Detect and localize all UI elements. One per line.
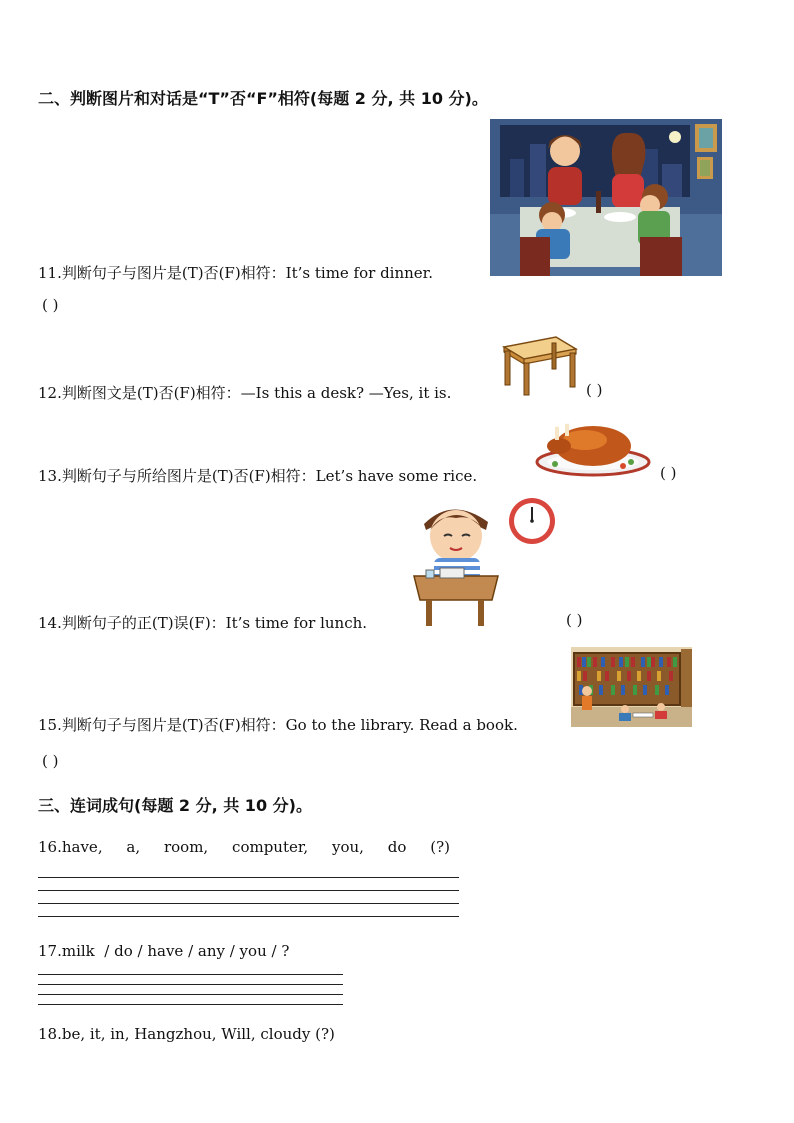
answer-line-16-4[interactable] [38, 916, 459, 917]
question-12-answer-blank[interactable]: ( ) [586, 381, 603, 399]
question-15-number: 15. [38, 716, 62, 734]
table-image [500, 333, 578, 397]
answer-line-17-3[interactable] [38, 994, 343, 995]
answer-line-17-4[interactable] [38, 1004, 343, 1005]
question-14 [38, 612, 367, 633]
answer-line-17-2[interactable] [38, 984, 343, 985]
question-17-number: 17. [38, 942, 62, 960]
answer-line-16-2[interactable] [38, 890, 459, 891]
section-2-title: 二、判断图片和对话是“T”否“F”相符(每题 2 分, 共 10 分)。 [38, 89, 488, 108]
question-12-text: 判断图文是(T)否(F)相符：—Is this a desk? —Yes, it is. [61, 384, 452, 402]
question-18-words: be, it, in, Hangzhou, Will, cloudy (?) [61, 1025, 335, 1043]
question-15 [38, 714, 518, 735]
question-11-answer-blank[interactable]: ( ) [42, 296, 59, 314]
question-16-words: have, a, room, computer, you, do (?) [61, 838, 450, 856]
question-18-number: 18. [38, 1025, 62, 1043]
question-17 [38, 942, 289, 960]
answer-line-16-3[interactable] [38, 903, 459, 904]
question-12 [38, 382, 451, 403]
roast-turkey-image [535, 416, 653, 480]
question-18 [38, 1025, 335, 1043]
question-12-number: 12. [38, 384, 62, 402]
section-3-title: 三、连词成句(每题 2 分, 共 10 分)。 [38, 796, 312, 815]
boy-eating-clock-image [412, 496, 560, 628]
answer-line-17-1[interactable] [38, 974, 343, 975]
question-13 [38, 465, 477, 486]
question-15-answer-blank[interactable]: ( ) [42, 752, 59, 770]
question-11-text: 判断句子与图片是(T)否(F)相符：It’s time for dinner. [61, 264, 433, 282]
question-14-number: 14. [38, 614, 62, 632]
family-dinner-image [490, 119, 722, 276]
question-17-words: milk / do / have / any / you / ? [61, 942, 290, 960]
question-13-text: 判断句子与所给图片是(T)否(F)相符：Let’s have some rice. [61, 467, 478, 485]
question-16-number: 16. [38, 838, 62, 856]
question-16 [38, 838, 450, 856]
question-11-number: 11. [38, 264, 62, 282]
library-image [571, 647, 692, 727]
question-13-number: 13. [38, 467, 62, 485]
question-14-answer-blank[interactable]: ( ) [566, 611, 583, 629]
question-13-answer-blank[interactable]: ( ) [660, 464, 677, 482]
answer-line-16-1[interactable] [38, 877, 459, 878]
question-11 [38, 262, 433, 283]
question-15-text: 判断句子与图片是(T)否(F)相符：Go to the library. Read a book. [61, 716, 518, 734]
question-14-text: 判断句子的正(T)误(F)：It’s time for lunch. [61, 614, 368, 632]
